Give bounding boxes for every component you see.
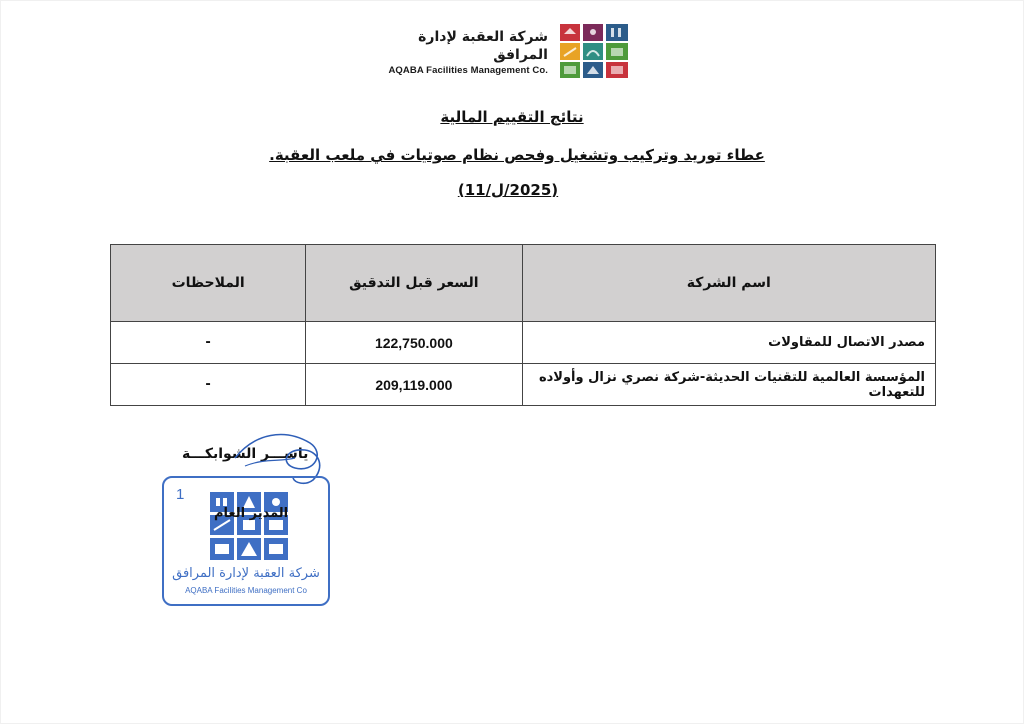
table-header-row <box>111 245 936 322</box>
stamp-logo-icon <box>208 490 290 562</box>
logo-company-name-en: AQABA Facilities Management Co. <box>388 65 548 76</box>
stamp-company-name-ar: شركة العقبة لإدارة المرافق <box>172 566 320 581</box>
document-title: نتائج التقييم المالية <box>440 108 584 126</box>
header-price-before-audit: السعر قبل التدقيق <box>306 245 522 322</box>
tender-reference: (2025/ل/11) <box>457 181 559 199</box>
price-cell: 209,119.000 <box>306 364 522 406</box>
table-row <box>111 322 936 364</box>
price-cell: 122,750.000 <box>306 322 522 364</box>
signer-name: ياســـر الشوابكـــة <box>182 446 309 462</box>
table-row <box>111 364 936 406</box>
header-notes: الملاحظات <box>111 245 306 322</box>
logo-grid-icon <box>558 22 632 80</box>
evaluation-results-table <box>110 244 936 406</box>
company-cell: مصدر الاتصال للمقاولات <box>522 322 936 364</box>
stamp-company-name-en: AQABA Facilities Management Co <box>185 586 307 595</box>
company-cell: المؤسسة العالمية للتقنيات الحديثة-شركة نصري نزال وأولاده للتعهدات <box>522 364 936 406</box>
notes-cell: - <box>111 322 306 364</box>
logo-company-name-ar: شركة العقبة لإدارة المرافق <box>418 29 548 63</box>
logo-text <box>380 28 548 78</box>
company-stamp <box>162 476 330 606</box>
notes-cell: - <box>111 364 306 406</box>
header-company-name: اسم الشركة <box>522 245 936 322</box>
stamp-number: 1 <box>176 486 185 503</box>
tender-subject: عطاء توريد وتركيب وتشغيل وفحص نظام صوتيات في ملعب العقبة. <box>269 146 765 164</box>
company-logo <box>380 22 632 80</box>
signer-title: المدير العام <box>214 506 289 521</box>
